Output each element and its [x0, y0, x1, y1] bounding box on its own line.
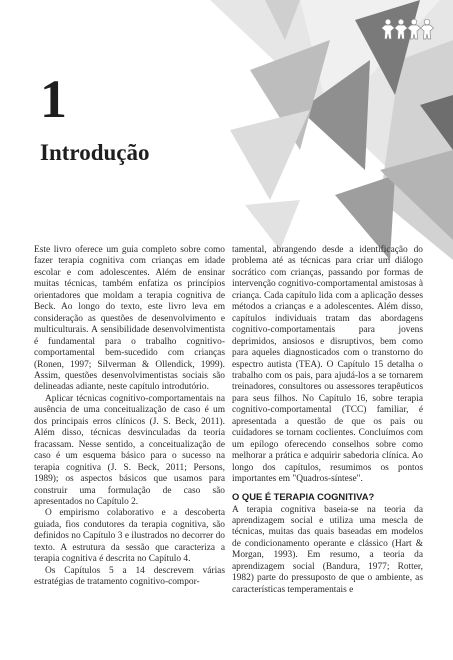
deco-triangle-pale-2: [230, 110, 310, 200]
paragraph: Aplicar técnicas cognitivo-comportamentais na ausência de uma conceitualização de caso é um dos principais erros clínicos (J. S. Beck, 2011). Além disso, técnicas desvinculadas da teoria fracassam. Nesse sentido, a conceitualização de caso é um esquema básico para o sucesso na terapia cognitiva (J. S. Beck, 2011; Persons, 1989); os aspectos básicos que usamos para construir uma formulação de caso são apresentados no Capítulo 2.: [34, 393, 225, 507]
paragraph: tamental, abrangendo desde a identificação do problema até as técnicas para criar um diálogo socrático com crianças, passando por formas de intervenção cognitivo-comportamental amistosas à criança. Cada capítulo lida com a aplicação desses métodos a crianças e a adolescentes. Além disso, capítulos individuais tratam das abordagens cognitivo-comportamentais para jovens deprimidos, ansiosos e disruptivos, bem como para aqueles diagnosticados com o transtorno do espectro autista (TEA). O Capítulo 15 detalha o trabalho com os pais, para ajudá-los a se tornarem treinadores, consultores ou assessores terapêuticos para seus filhos. No Capítulo 16, sobre terapia cognitivo-comportamental (TCC) familiar, é apresentada a questão de que os pais ou cuidadores se tornam coclientes. Concluímos com um epílogo oferecendo conselhos sobre como melhorar a prática e adquirir sabedoria clínica. Ao longo dos capítulos, resumimos os pontos importantes em "Quadros-síntese".: [232, 245, 423, 485]
text-column-right: [232, 245, 423, 596]
paragraph: O empirismo colaborativo e a descoberta guiada, fios condutores da terapia cognitiva, são definidos no Capítulo 3 e ilustrados no decorrer do texto. A estrutura da sessão que caracteriza a terapia cognitiva é descrita no Capítulo 4.: [34, 508, 225, 565]
chapter-number: 1: [40, 69, 67, 129]
section-heading: O QUE É TERAPIA COGNITIVA?: [232, 490, 375, 502]
paragraph: A terapia cognitiva baseia-se na teoria da aprendizagem social e utiliza uma mescla de técnicas, muitas das quais baseadas em modelos de condicionamento operante e clássico (Hart & Morgan, 1993). Em resumo, a teoria da aprendizagem social (Bandura, 1977; Rotter, 1982) parte do pressuposto de que o ambiente, as características temperamentais e: [232, 504, 423, 595]
deco-triangle-low-pale: [245, 200, 300, 250]
paragraph: Os Capítulos 5 a 14 descrevem várias estratégias de tratamento cognitivo-compor-: [34, 565, 225, 588]
chapter-title: Introdução: [40, 140, 150, 165]
text-column-left: [34, 245, 225, 589]
paragraph: Este livro oferece um guia completo sobre como fazer terapia cognitiva com crianças em idade escolar e com adolescentes. Além de ensinar muitas técnicas, também enfatiza os princípios orientadores que moldam a terapia cognitiva de Beck. Ao longo do texto, este livro leva em consideração as questões de desenvolvimento e multiculturais. A sensibilidade desenvolvimentista é fundamental para o trabalho cognitivo-comportamental bem-sucedido com crianças (Ronen, 1997; Silverman & Ollendick, 1999). Assim, questões desenvolvimentistas sociais são delineadas adiante, neste capítulo introdutório.: [34, 245, 225, 393]
